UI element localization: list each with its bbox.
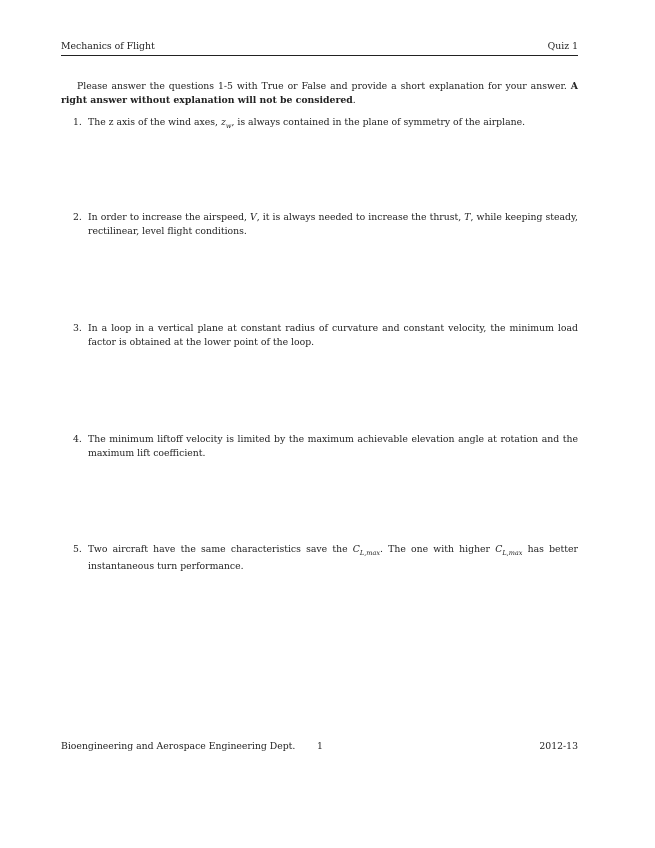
- instructions-warning: A right answer without explanation will not be considered: [61, 81, 578, 106]
- quiz-label: Quiz 1: [547, 41, 578, 52]
- question-number: 1.: [73, 117, 82, 128]
- question-text: , is always contained in the plane of symmetry of the airplane.: [231, 117, 526, 128]
- question-number: 5.: [73, 544, 82, 555]
- question-text: , while keeping steady, rectilinear, level flight conditions.: [88, 212, 578, 237]
- question-3: [61, 322, 578, 350]
- question-text: Two aircraft have the same characteristics save the: [88, 544, 353, 555]
- question-text: The z axis of the wind axes,: [88, 117, 221, 128]
- page-number: 1: [317, 741, 323, 752]
- instructions-end: .: [352, 95, 356, 106]
- page-header: [61, 41, 578, 52]
- question-text: has better instantaneous turn performance.: [88, 544, 578, 572]
- math-symbol: C: [352, 544, 360, 555]
- instructions: [61, 80, 578, 108]
- header-rule: [61, 55, 578, 56]
- math-subscript: w: [225, 121, 232, 130]
- math-symbol: T: [464, 212, 471, 223]
- math-symbol: C: [495, 544, 503, 555]
- math-subscript: L,max: [502, 548, 523, 557]
- question-number: 2.: [73, 212, 82, 223]
- question-5: [61, 543, 578, 574]
- question-number: 3.: [73, 323, 82, 334]
- math-subscript: L,max: [359, 548, 380, 557]
- department: Bioengineering and Aerospace Engineering Dept.: [61, 741, 296, 752]
- math-symbol: V: [250, 212, 257, 223]
- question-text: . The one with higher: [380, 544, 496, 555]
- question-1: [61, 116, 578, 133]
- math-symbol: z: [220, 117, 226, 128]
- question-2: [61, 211, 578, 239]
- question-text: The minimum liftoff velocity is limited by the maximum achievable elevation angle at rotation and the maximum lift coefficient.: [88, 434, 578, 459]
- question-text: , it is always needed to increase the thrust,: [256, 212, 465, 223]
- question-text: In order to increase the airspeed,: [88, 212, 251, 223]
- course-title: Mechanics of Flight: [61, 41, 155, 52]
- question-4: [61, 433, 578, 461]
- question-number: 4.: [73, 434, 82, 445]
- question-text: In a loop in a vertical plane at constant radius of curvature and constant velocity, the minimum load factor is obtained at the lower point of the loop.: [88, 323, 578, 348]
- instructions-text: Please answer the questions 1-5 with True or False and provide a short explanation for your answer.: [77, 81, 567, 92]
- academic-year: 2012-13: [539, 741, 578, 752]
